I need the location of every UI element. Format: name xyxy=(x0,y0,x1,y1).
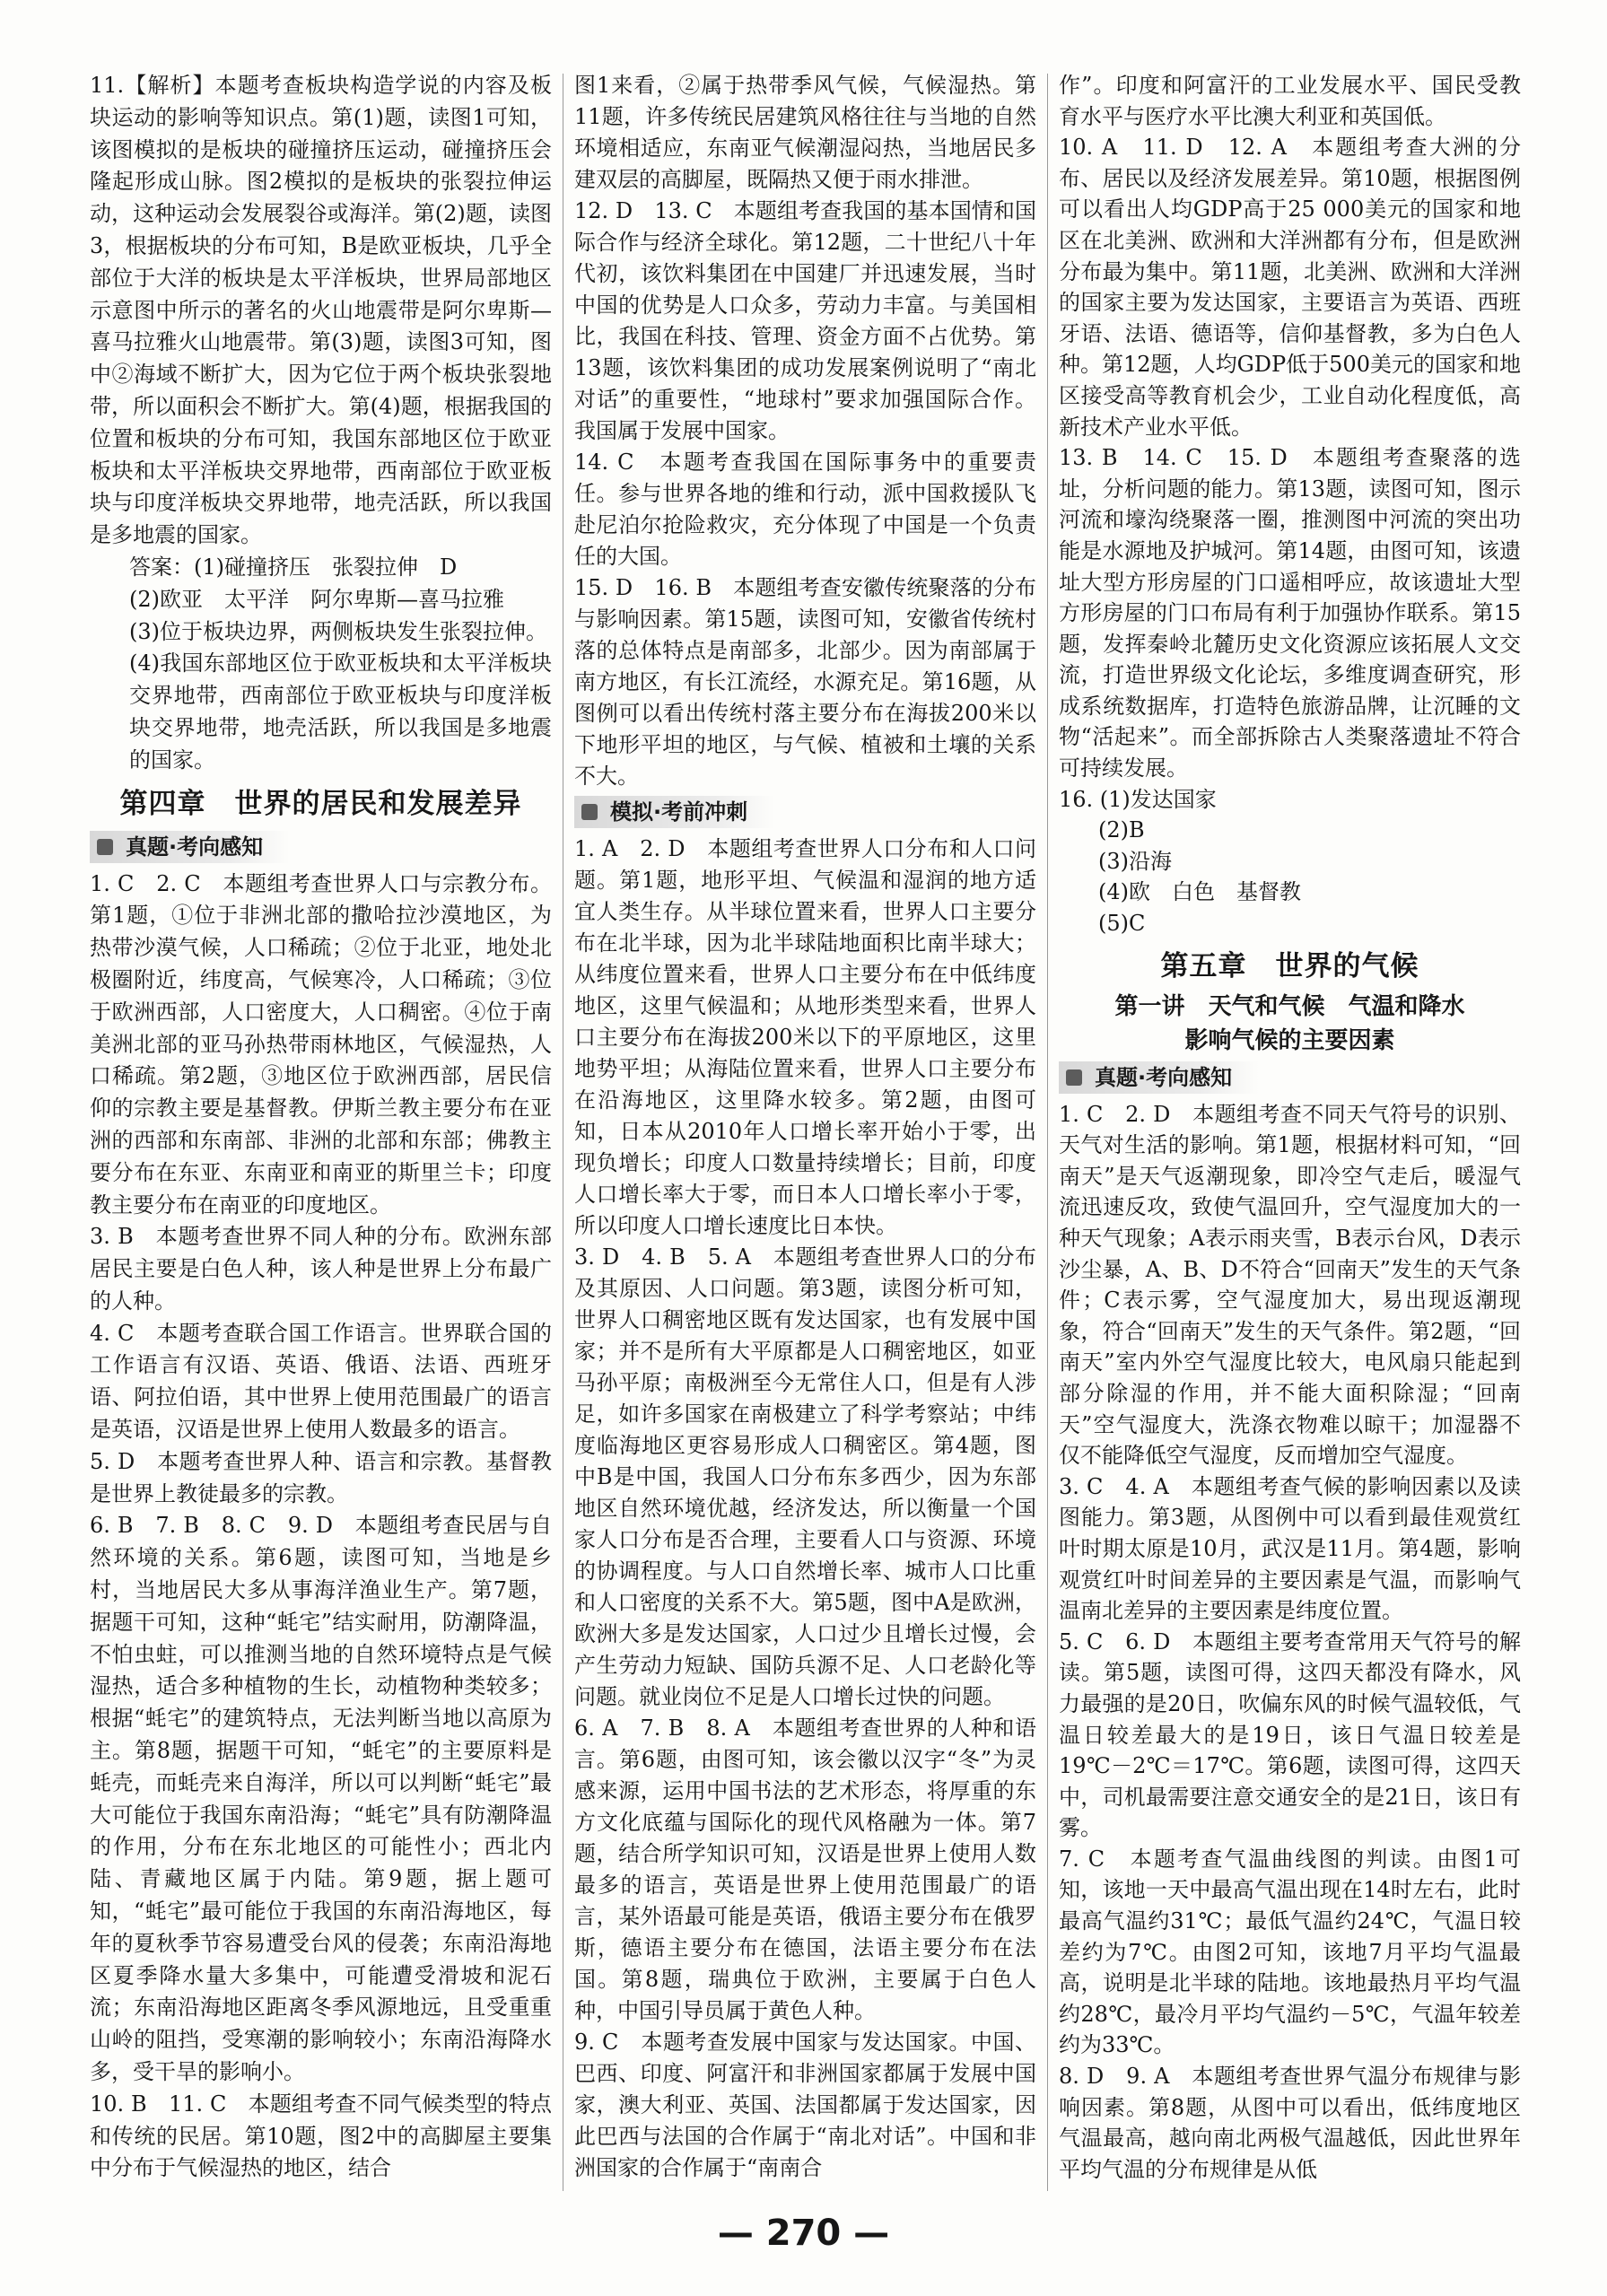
banner-square-icon xyxy=(97,839,113,855)
lecture-1-subtitle: 影响气候的主要因素 xyxy=(1184,1026,1395,1054)
answer-3: 3. B 本题考查世界不同人种的分布。欧洲东部居民主要是白色人种，该人种是世界上分布最广的人种。 xyxy=(90,1224,552,1314)
answer-11-answer-2: (2)欧亚 太平洋 阿尔卑斯—喜马拉雅 xyxy=(129,586,504,612)
mock-answer-9: 9. C 本题考查发展中国家与发达国家。中国、巴西、印度、阿富汗和非洲国家都属于发展中国家，澳大利亚、英国、法国都属于发达国家，因此巴西与法国的合作属于“南北对话”。中国和非洲国家的合作属于“南南合 xyxy=(574,2030,1036,2180)
section-banner-real-exam xyxy=(1059,1061,1259,1094)
answer-11-answer-3: (3)位于板块边界，两侧板块发生张裂拉伸。 xyxy=(129,618,547,644)
chapter-5-title: 第五章 世界的气候 xyxy=(1160,949,1419,982)
chapter-4-title: 第四章 世界的居民和发展差异 xyxy=(119,787,522,820)
answer-15-16: 15. D 16. B 本题组考查安徽传统聚落的分布与影响因素。第15题，读图可知，安徽省传统村落的总体特点是南部多，北部少。因为南部属于南方地区，有长江流经，水源充足。第16题，从图例可以看出传统村落主要分布在海拔200米以下地形平坦的地区，与气候、植被和土壤的关系不大。 xyxy=(574,575,1036,789)
mock-answer-16-2: (2)B xyxy=(1098,817,1145,843)
section-banner-label: 真题·考向感知 xyxy=(126,834,264,860)
mock-answer-9-cont: 作”。印度和阿富汗的工业发展水平、国民受教育水平与医疗水平比澳大利亚和英国低。 xyxy=(1059,73,1521,129)
mock-answer-13-15: 13. B 14. C 15. D 本题组考查聚落的选址，分析问题的能力。第13题，读图可知，图示河流和壕沟绕聚落一圈，推测图中河流的突出功能是水源地及护城河。第14题，由图可知，该遗址大型方形房屋的门口遥相呼应，故该遗址大型方形房屋的门口布局有利于加强协作联系。第15题，发挥秦岭北麓历史文化资源应该拓展人文交流，打造世界级文化论坛，多维度调查研究，形成系统数据库，打造特色旅游品牌，让沉睡的文物“活起来”。而全部拆除古人类聚落遗址不符合可持续发展。 xyxy=(1059,445,1521,781)
mock-answer-6-8: 6. A 7. B 8. A 本题组考查世界的人种和语言。第6题，由图可知，该会徽以汉字“冬”为灵感来源，运用中国书法的艺术形态，将厚重的东方文化底蕴与国际化的现代风格融为一体。第7题，结合所学知识可知，汉语是世界上使用人数最多的语言，英语是世界上使用范围最广的语言，某外语最可能是英语，俄语主要分布在俄罗斯，德语主要分布在德国，法语主要分布在法国。第8题，瑞典位于欧洲，主要属于白色人种，中国引导员属于黄色人种。 xyxy=(574,1715,1036,2023)
mock-answer-10-12: 10. A 11. D 12. A 本题组考查大洲的分布、居民以及经济发展差异。第10题，根据图例可以看出人均GDP高于25 000美元的国家和地区在北美洲、欧洲和大洋洲都有分布，但是欧洲分布最为集中。第11题，北美洲、欧洲和大洋洲的国家主要为发达国家，主要语言为英语、西班牙语、法语、德语等，信仰基督教，多为白色人种。第12题，人均GDP低于500美元的国家和地区接受高等教育机会少，工业自动化程度低，高新技术产业水平低。 xyxy=(1059,135,1521,440)
ch5-answer-5-6: 5. C 6. D 本题组主要考查常用天气符号的解读。第5题，读图可得，这四天都没有降水，风力最强的是20日，吹偏东风的时候气温较低，气温日较差最大的是19日，该日气温日较差是19℃－2℃＝17℃。第6题，读图可得，这四天中，司机最需要注意交通安全的是21日，该日有雾。 xyxy=(1059,1628,1521,1841)
ch5-answer-1-2: 1. C 2. D 本题组考查不同天气符号的识别、天气对生活的影响。第1题，根据材料可知，“回南天”是天气返潮现象，即冷空气走后，暖湿气流迅速反攻，致使气温回升，空气湿度加大的一种天气现象；A表示雨夹雪，B表示台风，D表示沙尘暴，A、B、D不符合“回南天”发生的天气条件；C表示雾，空气湿度加大，易出现返潮现象，符合“回南天”发生的天气条件。第2题，“回南天”室内外空气湿度比较大，电风扇只能起到部分除湿的作用，并不能大面积除湿；“回南天”空气湿度大，洗涤衣物难以晾干；加湿器不仅不能降低空气湿度，反而增加空气湿度。 xyxy=(1059,1101,1521,1469)
banner-square-icon xyxy=(1066,1069,1082,1086)
answer-10-11-cont: 图1来看，②属于热带季风气候，气候湿热。第11题，许多传统民居建筑风格往往与当地的自然环境相适应，东南亚气候潮湿闷热，当地居民多建双层的高脚屋，既隔热又便于雨水排泄。 xyxy=(574,73,1036,192)
answer-6-9: 6. B 7. B 8. C 9. D 本题组考查民居与自然环境的关系。第6题，读图可知，当地是乡村，当地居民大多从事海洋渔业生产。第7题，据题干可知，这种“蚝宅”结实耐用，防潮降温，不怕虫蛀，可以推测当地的自然环境特点是气候湿热，适合多种植物的生长，动植物种类较多；根据“蚝宅”的建筑特点，无法判断当地以高原为主。第8题，据题干可知，“蚝宅”的主要原料是蚝壳，而蚝壳来自海洋，所以可以判断“蚝宅”最大可能位于我国东南沿海；“蚝宅”具有防潮降温的作用，分布在东北地区的可能性小；西北内陆、青藏地区属于内陆。第9题，据上题可知，“蚝宅”最可能位于我国的东南沿海地区，每年的夏秋季节容易遭受台风的侵袭；东南沿海地区夏季降水量大多集中，可能遭受滑坡和泥石流；东南沿海地区距离冬季风源地远，且受重重山岭的阻挡，受寒潮的影响较小；东南沿海降水多，受干旱的影响小。 xyxy=(90,1513,552,2085)
mock-answer-16-3: (3)沿海 xyxy=(1098,848,1172,874)
answer-11-answer-4: (4)我国东部地区位于欧亚板块和太平洋板块交界地带，西南部位于欧亚板块与印度洋板块交界地带，地壳活跃，所以我国是多地震的国家。 xyxy=(129,650,552,773)
column-left xyxy=(90,70,552,2185)
ch5-answer-3-4: 3. C 4. A 本题组考查气候的影响因素以及读图能力。第3题，从图例中可以看到最佳观赏红叶时期太原是10月，武汉是11月。第4题，影响观赏红叶时间差异的主要因素是气温，而影响气温南北差异的主要因素是纬度位置。 xyxy=(1059,1473,1521,1624)
column-divider xyxy=(1047,74,1048,2191)
mock-answer-16-5: (5)C xyxy=(1098,911,1146,937)
answer-10-11: 10. B 11. C 本题组考查不同气候类型的特点和传统的民居。第10题，图2中的高脚屋主要集中分布于气候湿热的地区，结合 xyxy=(90,2091,552,2181)
section-banner-mock xyxy=(574,796,774,828)
mock-answer-1-2: 1. A 2. D 本题组考查世界人口分布和人口问题。第1题，地形平坦、气候温和湿润的地方适宜人类生存。从半球位置来看，世界人口主要分布在北半球，因为北半球陆地面积比南半球大；从纬度位置来看，世界人口主要分布在中低纬度地区，这里气候温和；从地形类型来看，世界人口主要分布在海拔200米以下的平原地区，这里地势平坦；从海陆位置来看，世界人口主要分布在沿海地区，这里降水较多。第2题，由图可知，日本从2010年人口增长率开始小于零，出现负增长；印度人口数量持续增长；目前，印度人口增长率大于零，而日本人口增长率小于零，所以印度人口增长速度比日本快。 xyxy=(574,836,1036,1238)
banner-square-icon xyxy=(581,804,598,820)
answer-1-2: 1. C 2. C 本题组考查世界人口与宗教分布。第1题，①位于非洲北部的撒哈拉沙漠地区，为热带沙漠气候，人口稀疏；②位于北亚，地处北极圈附近，纬度高，气候寒冷，人口稀疏；③位于欧洲西部，人口密度大，人口稠密。④位于南美洲北部的亚马孙热带雨林地区，气候湿热，人口稀疏。第2题，③地区位于欧洲西部，居民信仰的宗教主要是基督教。伊斯兰教主要分布在亚洲的西部和东南部、非洲的北部和东部；佛教主要分布在东亚、东南亚和南亚的斯里兰卡；印度教主要分布在南亚的印度地区。 xyxy=(90,870,552,1218)
page-number: — 270 — xyxy=(717,2213,890,2254)
mock-answer-16-1: 16. (1)发达国家 xyxy=(1059,786,1217,812)
answer-5: 5. D 本题考查世界人种、语言和宗教。基督教是世界上教徒最多的宗教。 xyxy=(90,1448,552,1506)
mock-answer-3-5: 3. D 4. B 5. A 本题组考查世界人口的分布及其原因、人口问题。第3题，读图分析可知，世界人口稠密地区既有发达国家，也有发展中国家；并不是所有大平原都是人口稠密地区，如亚马孙平原；南极洲至今无常住人口，但是有人涉足，如许多国家在南极建立了科学考察站；中纬度临海地区更容易形成人口稠密区。第4题，图中B是中国，我国人口分布东多西少，因为东部地区自然环境优越，经济发达，所以衡量一个国家人口分布是否合理，主要看人口与资源、环境的协调程度。与人口自然增长率、城市人口比重和人口密度的关系不大。第5题，图中A是欧洲，欧洲大多是发达国家，人口过少且增长过慢，会产生劳动力短缺、国防兵源不足、人口老龄化等问题。就业岗位不足是人口增长过快的问题。 xyxy=(574,1244,1036,1709)
answer-11-analysis: 11.【解析】本题考查板块构造学说的内容及板块运动的影响等知识点。第(1)题，读图1可知，该图模拟的是板块的碰撞挤压运动，碰撞挤压会隆起形成山脉。图2模拟的是板块的张裂拉伸运动，这种运动会发展裂谷或海洋。第(2)题，读图3，根据板块的分布可知，B是欧亚板块，几乎全部位于大洋的板块是太平洋板块，世界局部地区示意图中所示的著名的火山地震带是阿尔卑斯—喜马拉雅火山地震带。第(3)题，读图3可知，图中②海域不断扩大，因为它位于两个板块张裂地带，所以面积会不断扩大。第(4)题，根据我国的位置和板块的分布可知，我国东部地区位于欧亚板块和太平洋板块交界地带，西南部位于欧亚板块与印度洋板块交界地带，地壳活跃，所以我国是多地震的国家。 xyxy=(90,73,552,548)
column-middle xyxy=(574,70,1036,2184)
ch5-answer-7: 7. C 本题考查气温曲线图的判读。由图1可知，该地一天中最高气温出现在14时左右，此时最高气温约31℃；最低气温约24℃，气温日较差约为7℃。由图2可知，该地7月平均气温最高，说明是北半球的陆地。该地最热月平均气温约28℃，最冷月平均气温约－5℃，气温年较差约为33℃。 xyxy=(1059,1846,1521,2058)
answer-4: 4. C 本题考查联合国工作语言。世界联合国的工作语言有汉语、英语、俄语、法语、西班牙语、阿拉伯语，其中世界上使用范围最广的语言是英语，汉语是世界上使用人数最多的语言。 xyxy=(90,1320,552,1443)
mock-answer-16-4: (4)欧 白色 基督教 xyxy=(1098,879,1301,905)
section-banner-label: 模拟·考前冲刺 xyxy=(610,799,748,825)
answer-12-13: 12. D 13. C 本题组考查我国的基本国情和国际合作与经济全球化。第12题，二十世纪八十年代初，该饮料集团在中国建厂并迅速发展，当时中国的优势是人口众多，劳动力丰富。与美国相比，我国在科技、管理、资金方面不占优势。第13题，该饮料集团的成功发展案例说明了“南北对话”的重要性，“地球村”要求加强国际合作。我国属于发展中国家。 xyxy=(574,198,1036,443)
answer-11-answer-1: 答案：(1)碰撞挤压 张裂拉伸 D xyxy=(129,554,458,580)
lecture-1-title: 第一讲 天气和气候 气温和降水 xyxy=(1114,992,1465,1020)
answer-14: 14. C 本题考查我国在国际事务中的重要责任。参与世界各地的维和行动，派中国救援队飞赴尼泊尔抢险救灾，充分体现了中国是一个负责任的大国。 xyxy=(574,450,1036,569)
section-banner-real-exam xyxy=(90,831,290,863)
section-banner-label: 真题·考向感知 xyxy=(1095,1064,1233,1090)
ch5-answer-8-9: 8. D 9. A 本题组考查世界气温分布规律与影响因素。第8题，从图中可以看出，低纬度地区气温最高，越向南北两极气温越低，因此世界年平均气温的分布规律是从低 xyxy=(1059,2064,1521,2182)
column-right xyxy=(1059,70,1521,2185)
